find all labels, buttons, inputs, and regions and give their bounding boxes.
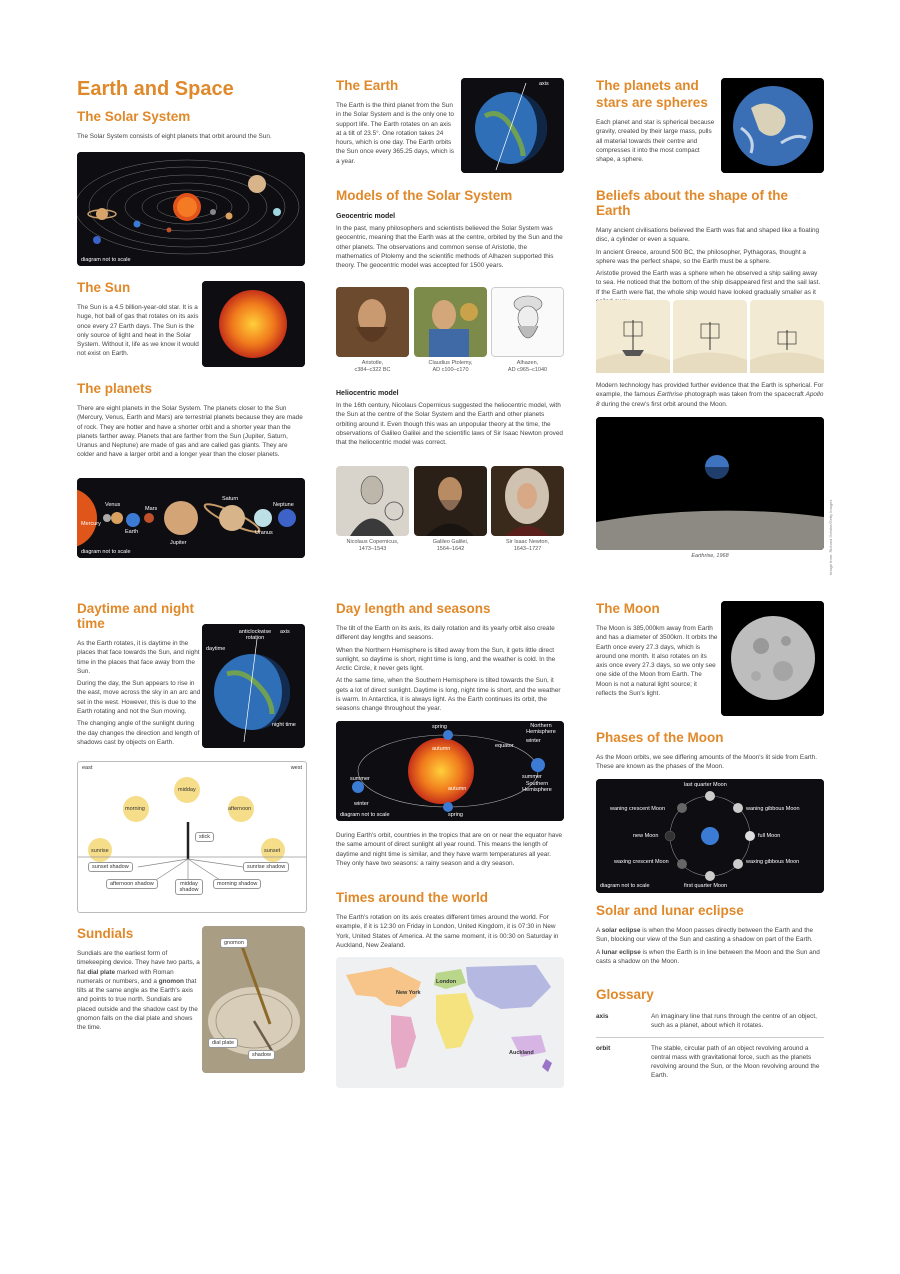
seasons-p4: During Earth's orbit, countries in the tropics that are on or near the equator have the same amount of direct sunlight all year round. This means the length of daytime and night time is similar, and they have warm temperatures all year. They only have two seasons: a rainy season and a dry season. [336, 832, 563, 867]
label-waxing-gibbous: waxing gibbous Moon [746, 859, 800, 865]
spheres-text: Each planet and star is spherical because gravity, created by their large mass, pulls all material towards their centre and compresses it into the most compact shape, a sphere. [596, 119, 715, 164]
planet-label-mercury: Mercury [81, 521, 101, 527]
earth-section [336, 78, 458, 169]
caption-newton: Sir Isaac Newton, 1643–1727 [505, 539, 550, 553]
sundials-section [77, 926, 201, 1036]
galileo-illustration [414, 466, 487, 536]
column-1 [77, 78, 307, 144]
image-credit: Image from: Richard Gehrke/Getty Images [828, 499, 833, 575]
heading-heliocentric: Heliocentric model [336, 390, 399, 397]
portrait-copernicus [336, 466, 409, 536]
label-east: east [82, 765, 93, 771]
label-sunset-shadow: sunset shadow [88, 862, 133, 872]
solar-eclipse-text: A solar eclipse is when the Moon passes directly between the Earth and the Sun, blocking our view of the Sun and casting a shadow on part of the Earth. [596, 927, 814, 944]
beliefs-p4: Modern technology has provided further evidence that the Earth is spherical. For example, the famous Earthrise photograph was taken from the spacecraft Apollo 8 during the crew's first orbit around the Moon. [596, 382, 824, 408]
day-night-image [202, 624, 305, 748]
glossary-definition: The stable, circular path of an object revolving around a central mass with gravitational force, such as the planets revolving around the Sun, or the Moon revolving around the Earth. [651, 1044, 820, 1080]
heading-beliefs: Beliefs about the shape of the Earth [596, 188, 789, 218]
seasons-tropics [336, 831, 564, 871]
seasons-illustration [336, 721, 564, 821]
heliocentric-text: In the 16th century, Nicolaus Copernicus suggested the heliocentric model, with the Sun at the centre of the Solar System and the Earth and other planets orbiting around it. Even though this was an unpopular theory at the time, the observations of Galileo Galilei and the scientific laws of Sir Isaac Newton proved that the heliocentric model was correct. [336, 402, 563, 447]
planet-label-saturn: Saturn [222, 496, 239, 502]
planets-illustration [77, 478, 305, 558]
spheres-section [596, 78, 718, 167]
beliefs-p3: Aristotle proved the Earth was a sphere when he observed a ship sailing away to sea. He noticed that the bottom of the ship disappeared first and the sail last. If the Earth were flat, the whole ship would have looked gradually smaller as it [596, 270, 821, 296]
moon-text: The Moon is 385,000km away from Earth and has a diameter of 3500km. It orbits the Earth once every 27.3 days, which is around one month. It also rotates on its axis once every 27.3 days, so we only see one side of the Moon from Earth. The Moon is not a natural light source; it reflects the Sun's light. [596, 625, 718, 697]
heading-spheres-1: The planets and [596, 78, 699, 93]
glossary-definition: An imaginary line that runs through the centre of an object, such as a planet, about which it rotates. [651, 1013, 817, 1030]
ship-2-illustration [673, 300, 747, 373]
daytime-p1: As the Earth rotates, it is daytime in the places that face towards the Sun, and night time in the places that face away from the Sun. [77, 640, 200, 675]
aristotle-illustration [336, 287, 409, 357]
globe-illustration [721, 78, 824, 173]
daytime-p3: The changing angle of the sunlight during the day changes the direction and length of shadows cast by objects on Earth. [77, 720, 200, 746]
label-sunrise: sunrise [91, 848, 109, 854]
earthrise-illustration [596, 417, 824, 550]
portrait-galileo [414, 466, 487, 536]
alhazen-illustration [492, 288, 563, 356]
solar-system-text: The Solar System consists of eight planets that orbit around the Sun. [77, 133, 272, 140]
planet-label-mars: Mars [145, 506, 158, 512]
label-last-quarter: last quarter Moon [684, 782, 727, 788]
label-equator: equator [495, 743, 514, 749]
times-section [336, 890, 564, 953]
planets-note: diagram not to scale [81, 549, 131, 555]
heading-planets: The planets [77, 381, 153, 396]
heading-glossary: Glossary [596, 987, 654, 1002]
modern-evidence [596, 381, 824, 412]
label-autumn-top: autumn [432, 746, 451, 752]
glossary-term: axis [596, 1013, 609, 1020]
planet-label-jupiter: Jupiter [170, 540, 187, 546]
heading-phases: Phases of the Moon [596, 730, 724, 745]
heading-sundials: Sundials [77, 926, 134, 941]
sun-illustration [202, 281, 305, 367]
label-waning-crescent: waning crescent Moon [610, 806, 666, 812]
heading-daytime: Daytime and night time [77, 601, 195, 631]
phases-text: As the Moon orbits, we see differing amounts of the Moon's lit side from Earth. These are known as the phases of the Moon. [596, 754, 817, 771]
label-anticlockwise-rotation: anticlockwise rotation [238, 629, 272, 641]
label-spring-bottom: spring [448, 812, 463, 818]
sun-text: The Sun is a 4.5 billion-year-old star. It is a huge, hot ball of gas that rotates on its axis once every 27 Earth days. The Sun is the only source of light and heat in the Solar System. Without it, life as we know it would not exist on Earth. [77, 304, 199, 358]
label-london: London [436, 979, 457, 985]
seasons-p2: When the Northern Hemisphere is tilted away from the Sun, it gets little direct sunlight, so daytime is short, night time is long, and the weather is cold. In the Arctic Circle, it never gets light. [336, 646, 556, 673]
moon-illustration [721, 601, 824, 716]
heading-models: Models of the Solar System [336, 188, 513, 203]
planet-label-neptune: Neptune [273, 502, 294, 508]
moon-section [596, 601, 718, 701]
label-summer-right: summer [522, 774, 542, 780]
label-full-moon: full Moon [758, 833, 781, 839]
planets-image [77, 478, 305, 558]
label-midday-shadow: midday shadow [175, 879, 203, 895]
solar-system-note: diagram not to scale [81, 257, 131, 263]
label-daytime: daytime [206, 646, 226, 652]
label-night-time: night time [272, 722, 296, 728]
heading-geocentric: Geocentric model [336, 213, 396, 220]
heading-times: Times around the world [336, 890, 489, 905]
solar-system-illustration [77, 152, 305, 266]
ship-image-3 [750, 300, 824, 373]
planet-label-uranus: Uranus [255, 530, 273, 536]
portrait-alhazen [491, 287, 564, 357]
phases-illustration [596, 779, 824, 893]
earth-illustration [461, 78, 564, 173]
moon-image [721, 601, 824, 716]
sun-image [202, 281, 305, 367]
planet-label-earth: Earth [125, 529, 139, 535]
times-text: The Earth's rotation on its axis creates different times around the world. For example, if it is 12:30 on Friday in London, United Kingdom, it is 07:30 in New York, United States of America. At the same moment, it is 00:30 on Saturday in Auckland, New Zealand. [336, 914, 559, 949]
caption-galileo: Galileo Galilei, 1564–1642 [432, 539, 469, 553]
sun-path-diagram [77, 761, 307, 913]
portrait-aristotle [336, 287, 409, 357]
phases-note: diagram not to scale [600, 883, 650, 889]
label-morning: morning [125, 806, 145, 812]
ship-image-1 [596, 300, 670, 373]
earth-image [461, 78, 564, 173]
beliefs-p1: Many ancient civilisations believed the Earth was flat and shaped like a floating disc, a cylinder or even a square. [596, 227, 820, 244]
portrait-ptolemy [414, 287, 487, 357]
sun-section [77, 280, 201, 362]
label-dial-plate: dial plate [208, 1038, 238, 1048]
solar-system-image [77, 152, 305, 266]
world-map [336, 957, 564, 1088]
geocentric-text: In the past, many philosophers and scientists believed the Solar System was geocentric, meaning that the Earth was at the centre, orbited by the Sun and the other planets. The observations and common sense of Aristotle, the mathematics of Ptolemy and the scientific methods of Alhazen supported this theory. The geocentric model was accepted for 1500 years. [336, 225, 563, 270]
earth-text: The Earth is the third planet from the Sun in the Solar System and is the only one to support life. The Earth rotates on an axis at a tilt of 23.5°. One rotation takes 24 hours, which is one day. The Earth orbits the Sun once every 365.25 days, which is a year. [336, 102, 454, 165]
label-gnomon: gnomon [220, 938, 248, 948]
sundial-image [202, 926, 305, 1073]
label-spring-top: spring [432, 724, 447, 730]
beliefs-p2: In ancient Greece, around 500 BC, the philosopher, Pythagoras, thought a sphere was the perfect shape, so the Earth must be a sphere. [596, 248, 806, 265]
daytime-section [77, 601, 201, 750]
glossary-row-orbit [596, 1044, 824, 1081]
heliocentric-section [336, 390, 564, 450]
copernicus-illustration [336, 466, 409, 536]
ptolemy-illustration [414, 287, 487, 357]
label-waning-gibbous: waning gibbous Moon [746, 806, 800, 812]
planets-text: There are eight planets in the Solar System. The planets closer to the Sun (Mercury, Venus, Earth and Mars) are terrestrial planets because they are made of rock. They are hotter and have a shorter orbit and a shorter year than the planets farther away. Planets that are farther from the Sun (Jupiter, Saturn, Uranus and Neptune) are made of gas and are called gas giants. They are colder and have a larger orbit and a longer year than the closer planets. [77, 405, 303, 459]
lunar-eclipse-text: A lunar eclipse is when the Earth is in line between the Moon and the Sun and casts a shadow on the Moon. [596, 948, 820, 965]
planets-section [77, 381, 305, 463]
glossary-row-axis [596, 1012, 824, 1038]
label-new-york: New York [396, 990, 421, 996]
daytime-p2: During the day, the Sun appears to rise in the east, move across the sky in an arc and set in the west. However, this is due to the Earth rotating and not the Sun moving. [77, 680, 201, 715]
heading-sun: The Sun [77, 280, 131, 295]
label-earth-axis: axis [539, 81, 549, 87]
eclipse-section [596, 903, 824, 969]
label-west: west [290, 765, 302, 771]
caption-alhazen: Alhazen, AD c965–c1040 [507, 360, 548, 374]
heading-seasons: Day length and seasons [336, 601, 491, 616]
earthrise-caption: Earthrise, 1968 [691, 553, 729, 559]
glossary-section [596, 987, 824, 1081]
label-shadow: shadow [248, 1050, 275, 1060]
seasons-diagram [336, 721, 564, 821]
portrait-newton [491, 466, 564, 536]
phases-diagram [596, 779, 824, 893]
heading-solar-system: The Solar System [77, 109, 191, 124]
day-night-illustration [202, 624, 305, 748]
seasons-section [336, 601, 564, 717]
label-midday: midday [178, 787, 196, 793]
world-map-illustration [336, 957, 564, 1088]
label-autumn-bottom: autumn [448, 786, 467, 792]
models-section [336, 188, 564, 273]
caption-aristotle: Aristotle, c384–c322 BC [354, 360, 391, 374]
label-nh-winter: winter [526, 738, 541, 744]
page-title: Earth and Space [77, 78, 234, 100]
glossary-term: orbit [596, 1044, 611, 1052]
ship-3-illustration [750, 300, 824, 373]
earthrise-photo [596, 417, 824, 550]
label-afternoon: afternoon [228, 806, 252, 812]
label-southern-hemisphere: Southern Hemisphere [522, 781, 552, 793]
beliefs-section [596, 188, 824, 309]
label-sunset: sunset [264, 848, 281, 854]
ship-1-illustration [596, 300, 670, 373]
heading-earth: The Earth [336, 78, 399, 93]
caption-ptolemy: Claudius Ptolemy, AD c100–c170 [428, 360, 473, 374]
caption-copernicus: Nicolaus Copernicus, 1473–1543 [346, 539, 399, 553]
label-stick: stick [195, 832, 214, 842]
label-auckland: Auckland [509, 1050, 534, 1056]
planet-label-venus: Venus [105, 502, 121, 508]
label-sunrise-shadow: sunrise shadow [243, 862, 289, 872]
newton-illustration [491, 466, 564, 536]
label-waxing-crescent: waxing crescent Moon [614, 859, 669, 865]
heading-eclipse: Solar and lunar eclipse [596, 903, 744, 918]
seasons-p3: At the same time, when the Southern Hemisphere is tilted towards the Sun, it gets a lot of direct sunlight. Daytime is long, night time is short, and the weather is warm. In Antarctica, it is always light. As the Earth continues its orbit, the seasons change throughout the year. [336, 677, 561, 713]
label-new-moon: new Moon [633, 833, 659, 839]
ship-image-2 [673, 300, 747, 373]
globe-image [721, 78, 824, 173]
sundials-text: Sundials are the earliest form of timekeeping device. They have two parts, a flat dial plate marked with Roman numerals or numbers, and a gnomon that tilts at the same angle as the Earth's axis and points to true north. Sundials are placed outside and the shadow cast by the gnomon falls on the dial plate and shows the time. [77, 950, 200, 1032]
seasons-p1: The tilt of the Earth on its axis, its daily rotation and its yearly orbit also create different day lengths and seasons. [336, 625, 555, 642]
label-axis-day-night: axis [280, 629, 290, 635]
seasons-note: diagram not to scale [340, 812, 390, 818]
label-summer-left: summer [350, 776, 370, 782]
heading-spheres-2: stars are spheres [596, 95, 708, 110]
phases-section [596, 730, 824, 775]
label-morning-shadow: morning shadow [213, 879, 261, 889]
heading-moon: The Moon [596, 601, 660, 616]
label-first-quarter: first quarter Moon [684, 883, 728, 889]
label-afternoon-shadow: afternoon shadow [106, 879, 158, 889]
label-northern-hemisphere: Northern Hemisphere [526, 723, 556, 735]
label-winter-left: winter [354, 801, 369, 807]
